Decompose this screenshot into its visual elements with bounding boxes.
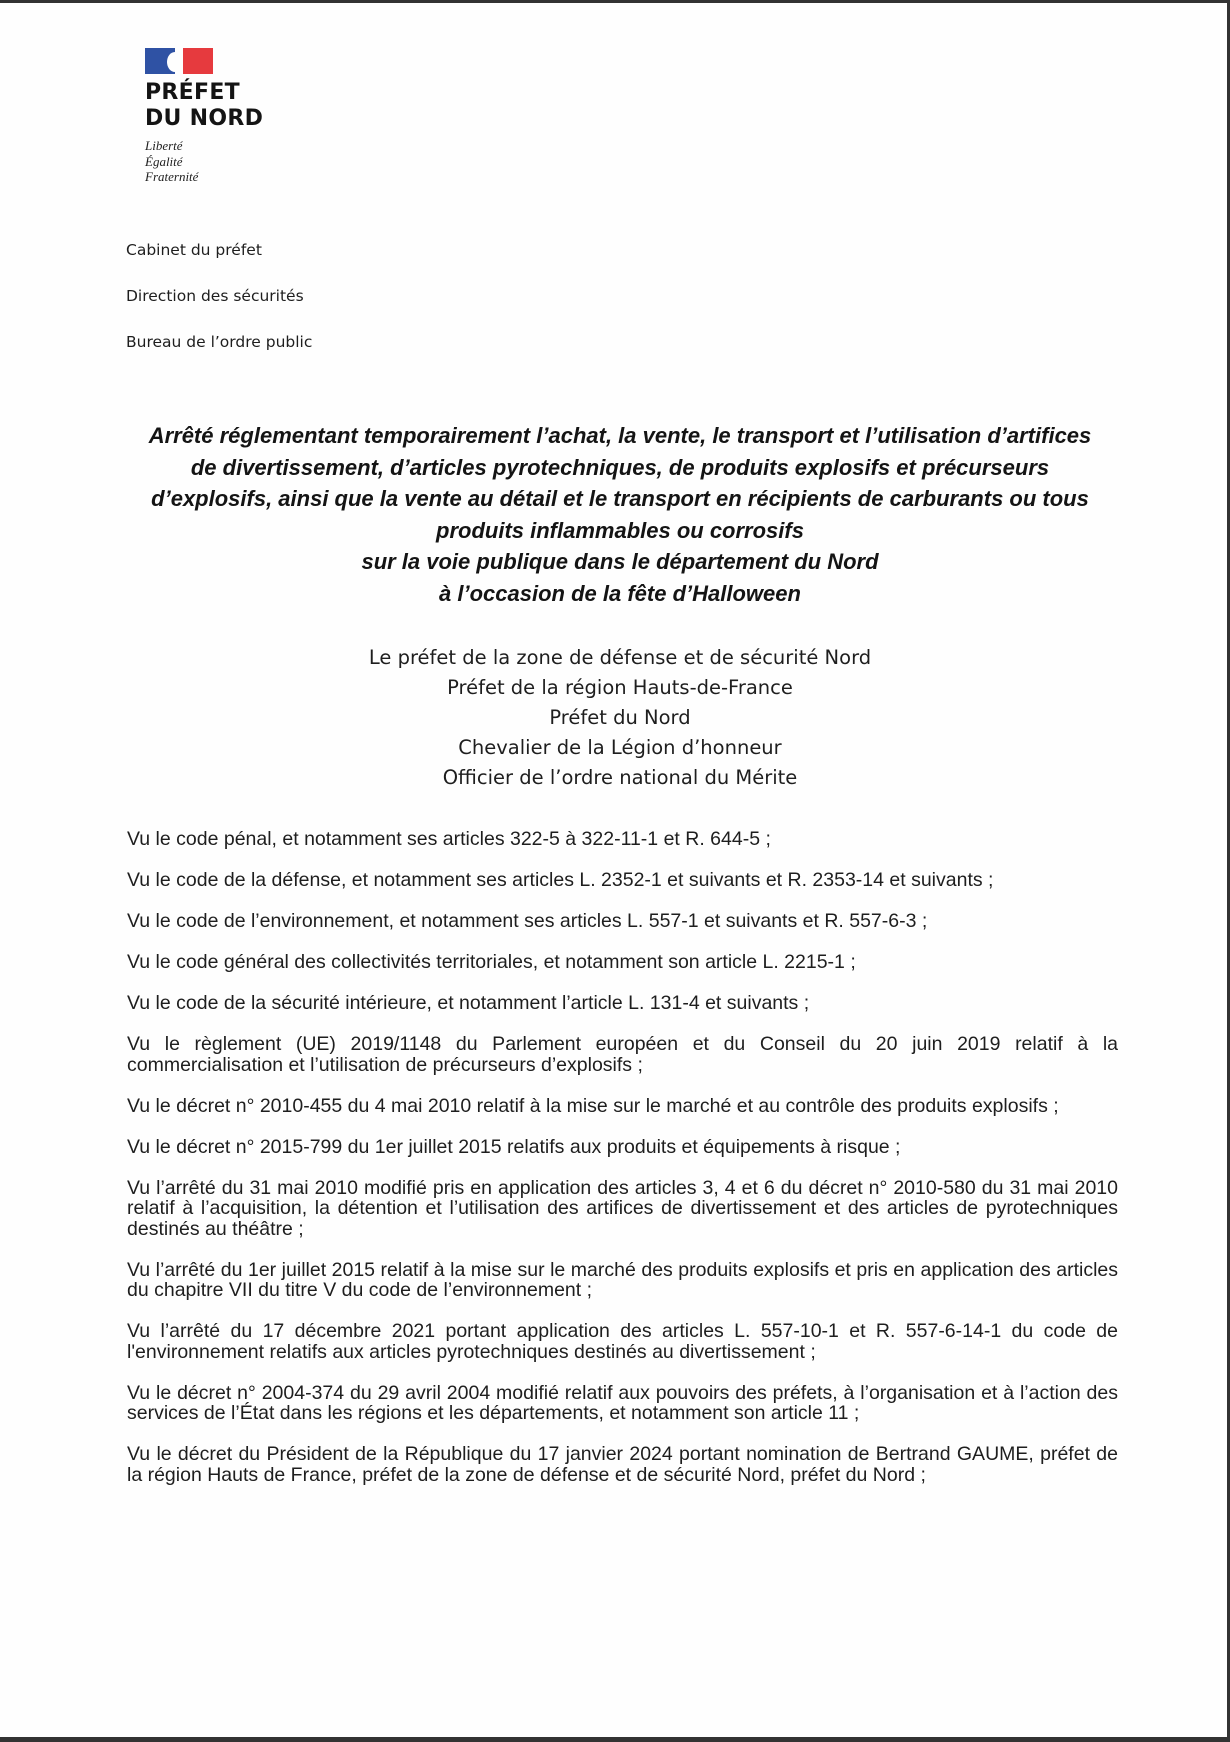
- visa-paragraph: Vu le décret n° 2004-374 du 29 avril 2004 modifié relatif aux pouvoirs des préfets, à l’organisation et à l’action des services de l’État dans les régions et les départements, et notamment son article 11 ;: [127, 1381, 1118, 1424]
- prefecture-name: PRÉFET DU NORD: [145, 80, 264, 131]
- visa-paragraph: Vu l’arrêté du 17 décembre 2021 portant application des articles L. 557-10-1 et R. 557-6-14-1 du code de l'environnement relatifs aux articles pyrotechniques destinés au divertissement ;: [127, 1320, 1118, 1363]
- marianne-flag-icon: [145, 48, 213, 74]
- legal-references: [127, 829, 1118, 1506]
- visa-paragraph: Vu le code pénal, et notamment ses articles 322-5 à 322-11-1 et R. 644-5 ;: [127, 828, 771, 850]
- visa-paragraph: Vu le code de l’environnement, et notamment ses articles L. 557-1 et suivants et R. 557-6-3 ;: [127, 910, 928, 932]
- visa-paragraph: Vu le décret n° 2015-799 du 1er juillet 2015 relatifs aux produits et équipements à risque ;: [127, 1135, 901, 1158]
- visa-paragraph: Vu l’arrêté du 31 mai 2010 modifié pris en application des articles 3, 4 et 6 du décret n° 2010-580 du 31 mai 2010 relatif à l’acquisition, la détention et l’utilisation des artifices de divertissement et des articles de pyrotechniques destinés au théâtre ;: [127, 1176, 1118, 1240]
- republic-motto: Liberté Égalité Fraternité: [145, 138, 199, 184]
- visa-paragraph: Vu le code général des collectivités territoriales, et notamment son article L. 2215-1 ;: [127, 951, 856, 973]
- visa-paragraph: Vu le code de la défense, et notamment ses articles L. 2352-1 et suivants et R. 2353-14 et suivants ;: [127, 869, 994, 891]
- service-cabinet: Cabinet du préfet: [126, 241, 262, 259]
- prefect-titles: Le préfet de la zone de défense et de sécurité Nord Préfet de la région Hauts-de-France Préfet du Nord Chevalier de la Légion d’honneur Officier de l’ordre national du Mérite: [368, 646, 872, 789]
- visa-paragraph: Vu le règlement (UE) 2019/1148 du Parlement européen et du Conseil du 20 juin 2019 relatif à la commercialisation et l’utilisation de précurseurs d’explosifs ;: [127, 1033, 1118, 1076]
- document-page: [0, 3, 1227, 1737]
- visa-paragraph: Vu le décret du Président de la République du 17 janvier 2024 portant nomination de Bertrand GAUME, préfet de la région Hauts de France, préfet de la zone de défense et de sécurité Nord, préfet du Nord ;: [127, 1443, 1118, 1486]
- prefecture-logo: [145, 48, 263, 185]
- visa-paragraph: Vu le code de la sécurité intérieure, et notamment l’article L. 131-4 et suivants ;: [127, 992, 810, 1014]
- visa-paragraph: Vu l’arrêté du 1er juillet 2015 relatif à la mise sur le marché des produits explosifs et pris en application des articles du chapitre VII du titre V du code de l’environnement ;: [127, 1258, 1118, 1301]
- issuing-services: [126, 240, 312, 378]
- service-direction: Direction des sécurités: [126, 287, 304, 305]
- service-bureau: Bureau de l’ordre public: [126, 333, 313, 351]
- decree-title: Arrêté réglementant temporairement l’achat, la vente, le transport et l’utilisation d’artifices de divertissement, d’articles pyrotechniques, de produits explosifs et précurseurs d’explosifs, ainsi que la vente au détail et le transport en récipients de carburants ou tous produits inflammables ou corrosifs sur la voie publique dans le département du Nord à l’occasion de la fête d’Halloween: [148, 423, 1092, 606]
- visa-paragraph: Vu le décret n° 2010-455 du 4 mai 2010 relatif à la mise sur le marché et au contrôle des produits explosifs ;: [127, 1094, 1059, 1117]
